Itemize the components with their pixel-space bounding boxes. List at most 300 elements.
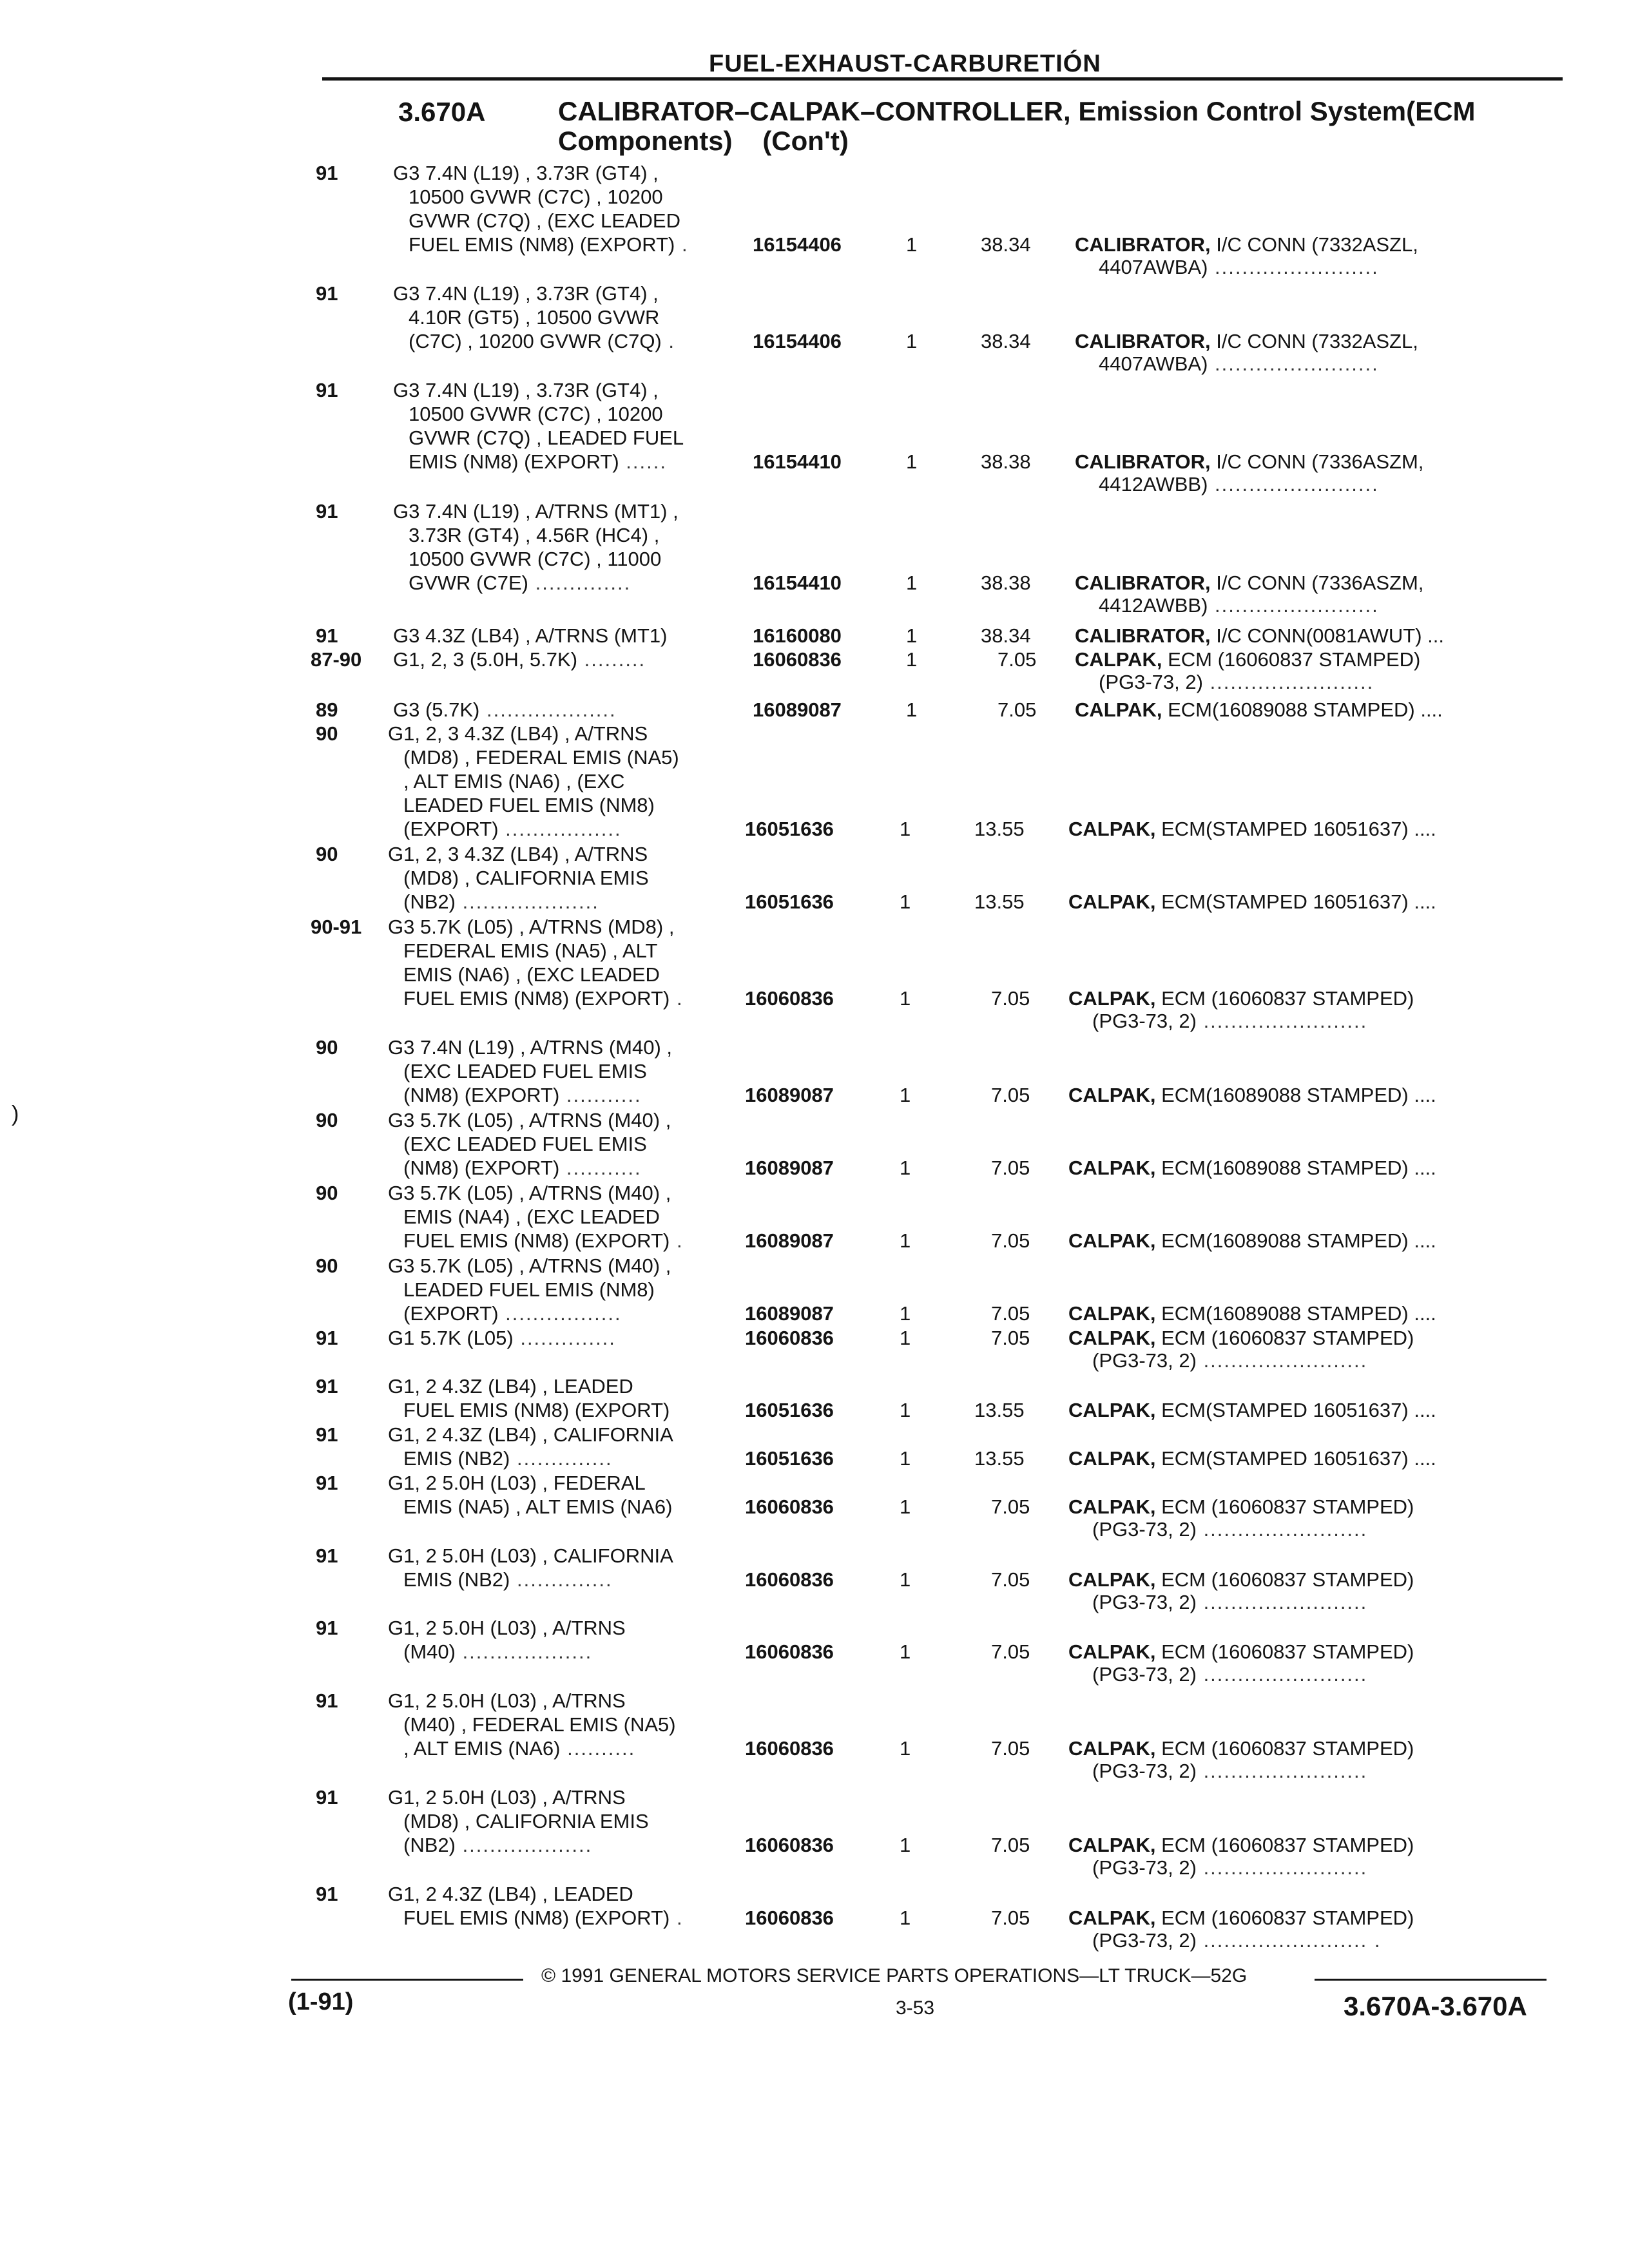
application-line xyxy=(388,1302,671,1325)
part-name: CALPAK, xyxy=(1068,1907,1156,1929)
unit-price: 13.55 xyxy=(974,1447,1025,1470)
leader-dots: ........................ xyxy=(1196,1856,1368,1879)
part-description-cont xyxy=(1092,1009,1367,1033)
application-line-text: FUEL EMIS (NM8) (EXPORT) xyxy=(403,1229,670,1252)
model-year: 91 xyxy=(316,1375,338,1398)
part-description-cont-text: 4412AWBB) xyxy=(1099,473,1208,495)
part-description-text: ECM(STAMPED 16051637) .... xyxy=(1155,890,1436,913)
part-description-cont-text: (PG3-73, 2) xyxy=(1092,1010,1197,1032)
part-description xyxy=(1068,1446,1436,1470)
part-name: CALPAK, xyxy=(1068,987,1156,1010)
quantity: 1 xyxy=(906,572,918,594)
part-description-text: ECM(STAMPED 16051637) .... xyxy=(1155,818,1436,840)
quantity: 1 xyxy=(906,624,918,647)
part-description-cont-text: (PG3-73, 2) xyxy=(1092,1929,1197,1952)
part-description-text: I/C CONN(0081AWUT) ... xyxy=(1210,624,1444,647)
leader-dots: .............. xyxy=(510,1568,613,1591)
date-code: (1-91) xyxy=(288,1988,354,2015)
part-description-cont xyxy=(1099,593,1379,617)
application-text xyxy=(388,1035,672,1107)
leader-dots: ........................ xyxy=(1196,1349,1368,1372)
leader-dots: . xyxy=(670,1229,684,1252)
quantity: 1 xyxy=(900,890,911,913)
application-text xyxy=(388,1423,673,1470)
unit-price: 7.05 xyxy=(991,987,1030,1010)
unit-price: 7.05 xyxy=(991,1640,1030,1663)
part-number: 16089087 xyxy=(745,1229,834,1252)
application-text xyxy=(388,1785,649,1857)
application-text xyxy=(388,1471,672,1519)
part-number: 16160080 xyxy=(753,624,842,647)
part-name: CALPAK, xyxy=(1068,1568,1156,1591)
leader-dots: ........................ xyxy=(1208,256,1379,278)
part-description xyxy=(1068,1640,1414,1664)
part-name: CALPAK, xyxy=(1068,1302,1156,1325)
model-year: 90 xyxy=(316,1254,338,1277)
part-description-cont-text: (PG3-73, 2) xyxy=(1092,1663,1197,1686)
part-description xyxy=(1068,1736,1414,1760)
part-description-cont-text: (PG3-73, 2) xyxy=(1092,1591,1197,1613)
application-line xyxy=(393,698,617,722)
part-name: CALIBRATOR, xyxy=(1075,233,1211,256)
application-line: G3 5.7K (L05) , A/TRNS (M40) , xyxy=(388,1182,671,1204)
model-year: 91 xyxy=(316,624,338,647)
leader-dots: ................... xyxy=(455,1834,593,1856)
unit-price: 13.55 xyxy=(974,818,1025,840)
application-line xyxy=(388,817,679,841)
part-description-cont xyxy=(1092,1928,1382,1952)
application-line: G1, 2 5.0H (L03) , FEDERAL xyxy=(388,1472,646,1494)
application-line: EMIS (NA4) , (EXC LEADED xyxy=(403,1206,660,1228)
unit-price: 38.38 xyxy=(981,450,1031,473)
unit-price: 38.38 xyxy=(981,572,1031,594)
model-year: 91 xyxy=(316,1689,338,1712)
part-number: 16089087 xyxy=(745,1302,834,1325)
application-line xyxy=(393,450,684,474)
part-description-text: ECM (16060837 STAMPED) xyxy=(1155,1640,1414,1663)
leader-dots: ........................ xyxy=(1196,1760,1368,1782)
application-line-text: EMIS (NB2) xyxy=(403,1568,510,1591)
part-number: 16060836 xyxy=(745,1495,834,1518)
application-line: FUEL EMIS (NM8) (EXPORT) xyxy=(403,1399,670,1421)
part-number: 16060836 xyxy=(753,648,842,671)
part-description-cont-text: (PG3-73, 2) xyxy=(1092,1760,1197,1782)
part-description-text: I/C CONN (7332ASZL, xyxy=(1210,233,1418,256)
part-description-cont xyxy=(1099,352,1379,376)
application-line: G1, 2 4.3Z (LB4) , CALIFORNIA xyxy=(388,1423,673,1446)
application-text xyxy=(388,1254,671,1325)
part-number: 16051636 xyxy=(745,818,834,840)
quantity: 1 xyxy=(900,1495,911,1518)
model-year: 90 xyxy=(316,1182,338,1204)
part-name: CALPAK, xyxy=(1068,1834,1156,1856)
model-year: 90 xyxy=(316,1109,338,1131)
model-year: 91 xyxy=(316,1544,338,1567)
unit-price: 38.34 xyxy=(981,330,1031,352)
application-line: G3 7.4N (L19) , A/TRNS (MT1) , xyxy=(393,500,679,523)
application-line: 10500 GVWR (C7C) , 10200 xyxy=(409,186,663,208)
quantity: 1 xyxy=(906,233,918,256)
leader-dots: . xyxy=(661,330,675,352)
part-description-text: I/C CONN (7332ASZL, xyxy=(1210,330,1418,352)
quantity: 1 xyxy=(900,818,911,840)
footer-rule-right xyxy=(1315,1979,1547,1981)
part-number: 16089087 xyxy=(753,698,842,721)
application-line: (MD8) , CALIFORNIA EMIS xyxy=(403,1810,649,1832)
part-description-cont-text: (PG3-73, 2) xyxy=(1092,1856,1197,1879)
application-line-text: , ALT EMIS (NA6) xyxy=(403,1737,561,1760)
part-number: 16060836 xyxy=(745,987,834,1010)
application-line: LEADED FUEL EMIS (NM8) xyxy=(403,1278,655,1301)
unit-price: 7.05 xyxy=(998,648,1037,671)
quantity: 1 xyxy=(906,648,918,671)
part-description xyxy=(1068,986,1414,1010)
application-line xyxy=(393,233,689,256)
leader-dots: . xyxy=(670,987,684,1010)
unit-price: 38.34 xyxy=(981,233,1031,256)
part-description xyxy=(1068,1906,1414,1930)
part-description-cont-text: (PG3-73, 2) xyxy=(1092,1349,1197,1372)
unit-price: 7.05 xyxy=(991,1084,1030,1106)
part-description-cont xyxy=(1092,1517,1367,1541)
leader-dots: ........................ xyxy=(1196,1518,1368,1541)
part-description-cont-text: 4412AWBB) xyxy=(1099,594,1208,617)
application-line: (EXC LEADED FUEL EMIS xyxy=(403,1133,647,1155)
part-name: CALPAK, xyxy=(1068,1447,1156,1470)
application-line-text: (NB2) xyxy=(403,890,456,913)
application-line-text: FUEL EMIS (NM8) (EXPORT) xyxy=(403,987,670,1010)
application-line xyxy=(388,1568,673,1591)
application-text xyxy=(388,722,679,841)
margin-mark: ) xyxy=(12,1102,19,1126)
part-name: CALPAK, xyxy=(1068,1327,1156,1349)
part-description-cont xyxy=(1092,1590,1367,1614)
application-text xyxy=(388,1181,684,1253)
application-text xyxy=(393,378,684,474)
application-line: , ALT EMIS (NA6) , (EXC xyxy=(403,770,625,793)
application-line: (EXC LEADED FUEL EMIS xyxy=(403,1060,647,1082)
application-text xyxy=(388,1544,673,1591)
application-line: GVWR (C7Q) , (EXC LEADED xyxy=(409,209,680,232)
section-range: 3.670A-3.670A xyxy=(1344,1991,1527,2021)
unit-price: 7.05 xyxy=(991,1495,1030,1518)
model-year: 91 xyxy=(316,500,338,523)
part-description xyxy=(1068,1302,1436,1325)
part-number: 16060836 xyxy=(745,1834,834,1856)
application-line xyxy=(393,648,646,671)
application-text xyxy=(393,698,617,722)
quantity: 1 xyxy=(900,1302,911,1325)
model-year: 91 xyxy=(316,1786,338,1809)
leader-dots: . xyxy=(670,1907,684,1929)
leader-dots: ........................ . xyxy=(1196,1929,1382,1952)
application-line: G1, 2, 3 4.3Z (LB4) , A/TRNS xyxy=(388,722,648,745)
leader-dots: .............. xyxy=(513,1327,616,1349)
leader-dots: ........... xyxy=(559,1157,642,1179)
unit-price: 13.55 xyxy=(974,1399,1025,1421)
part-description-text: I/C CONN (7336ASZM, xyxy=(1210,450,1424,473)
quantity: 1 xyxy=(900,1399,911,1421)
part-name: CALIBRATOR, xyxy=(1075,330,1211,352)
application-text xyxy=(393,499,679,595)
application-text xyxy=(388,842,649,914)
part-name: CALPAK, xyxy=(1068,1737,1156,1760)
model-year: 91 xyxy=(316,379,338,401)
part-description-cont-text: 4407AWBA) xyxy=(1099,352,1208,375)
part-name: CALIBRATOR, xyxy=(1075,624,1211,647)
model-year: 91 xyxy=(316,1617,338,1639)
part-description-text: ECM (16060837 STAMPED) xyxy=(1155,1907,1414,1929)
part-name: CALPAK, xyxy=(1068,1399,1156,1421)
part-name: CALPAK, xyxy=(1068,818,1156,840)
model-year: 91 xyxy=(316,162,338,184)
application-line: 10500 GVWR (C7C) , 11000 xyxy=(409,548,662,570)
part-description xyxy=(1068,1229,1436,1253)
application-text xyxy=(388,1616,626,1664)
quantity: 1 xyxy=(900,1568,911,1591)
quantity: 1 xyxy=(906,330,918,352)
application-line: G3 4.3Z (LB4) , A/TRNS (MT1) xyxy=(393,624,668,647)
part-number: 16154406 xyxy=(753,233,842,256)
part-number: 16154410 xyxy=(753,450,842,473)
part-description-text: ECM(16089088 STAMPED) .... xyxy=(1155,1302,1436,1325)
model-year: 87-90 xyxy=(311,648,362,671)
part-number: 16060836 xyxy=(745,1737,834,1760)
section-title-line2: Components) (Con't) xyxy=(558,126,849,156)
quantity: 1 xyxy=(900,1640,911,1663)
copyright-line: © 1991 GENERAL MOTORS SERVICE PARTS OPERATIONS—LT TRUCK—52G xyxy=(541,1965,1248,1986)
leader-dots: ........................ xyxy=(1208,594,1379,617)
page-number: 3-53 xyxy=(896,1997,935,2019)
leader-dots: .................... xyxy=(455,890,599,913)
application-line: (M40) , FEDERAL EMIS (NA5) xyxy=(403,1713,676,1736)
leader-dots: .............. xyxy=(528,572,631,594)
application-line: G3 7.4N (L19) , A/TRNS (M40) , xyxy=(388,1036,673,1059)
quantity: 1 xyxy=(900,1229,911,1252)
application-line-text: (M40) xyxy=(403,1640,456,1663)
application-line xyxy=(388,1083,672,1107)
application-line: G1, 2 5.0H (L03) , A/TRNS xyxy=(388,1689,626,1712)
application-line xyxy=(388,890,649,914)
application-line-text: (EXPORT) xyxy=(403,1302,499,1325)
model-year: 91 xyxy=(316,1883,338,1905)
part-name: CALIBRATOR, xyxy=(1075,572,1211,594)
part-description xyxy=(1068,1495,1414,1519)
application-line-text: (NB2) xyxy=(403,1834,456,1856)
part-name: CALPAK, xyxy=(1068,890,1156,913)
part-description-text: ECM (16060837 STAMPED) xyxy=(1155,1568,1414,1591)
part-name: CALPAK, xyxy=(1068,1495,1156,1518)
model-year: 91 xyxy=(316,1423,338,1446)
unit-price: 7.05 xyxy=(991,1157,1030,1179)
application-line-text: (EXPORT) xyxy=(403,818,499,840)
part-name: CALPAK, xyxy=(1075,648,1162,671)
leader-dots: ........................ xyxy=(1196,1663,1368,1686)
part-number: 16060836 xyxy=(745,1640,834,1663)
leader-dots: ........................ xyxy=(1208,352,1379,375)
application-text xyxy=(393,624,667,648)
part-description xyxy=(1068,1083,1436,1107)
application-line: G1, 2, 3 4.3Z (LB4) , A/TRNS xyxy=(388,843,648,865)
leader-dots: ................... xyxy=(479,698,617,721)
application-line: G3 5.7K (L05) , A/TRNS (M40) , xyxy=(388,1109,671,1131)
application-line: G3 7.4N (L19) , 3.73R (GT4) , xyxy=(393,282,659,305)
part-description-text: ECM(16089088 STAMPED) .... xyxy=(1155,1084,1436,1106)
application-line-text: G1, 2, 3 (5.0H, 5.7K) xyxy=(393,648,578,671)
application-text xyxy=(388,1374,670,1422)
part-description xyxy=(1068,1398,1436,1422)
leader-dots: . xyxy=(675,233,689,256)
part-description xyxy=(1075,648,1420,671)
part-description xyxy=(1075,624,1444,648)
part-description xyxy=(1075,450,1423,474)
quantity: 1 xyxy=(906,698,918,721)
section-title-line1: CALIBRATOR–CALPAK–CONTROLLER, Emission Control System(ECM xyxy=(558,96,1476,126)
quantity: 1 xyxy=(900,1834,911,1856)
application-text xyxy=(388,1326,616,1350)
part-description-text: ECM(16089088 STAMPED) .... xyxy=(1155,1229,1436,1252)
part-description-text: I/C CONN (7336ASZM, xyxy=(1210,572,1424,594)
part-description-cont xyxy=(1092,1349,1367,1372)
leader-dots: ................. xyxy=(498,818,622,840)
model-year: 89 xyxy=(316,698,338,721)
application-text xyxy=(388,1882,684,1930)
application-line: 10500 GVWR (C7C) , 10200 xyxy=(409,403,663,425)
quantity: 1 xyxy=(900,1447,911,1470)
application-line: G1, 2 4.3Z (LB4) , LEADED xyxy=(388,1375,633,1398)
application-line: G3 5.7K (L05) , A/TRNS (M40) , xyxy=(388,1254,671,1277)
leader-dots: ...... xyxy=(619,450,667,473)
part-description-cont xyxy=(1099,255,1379,279)
leader-dots: ........................ xyxy=(1196,1591,1368,1613)
application-text xyxy=(393,648,646,671)
application-line: G1, 2 5.0H (L03) , A/TRNS xyxy=(388,1617,626,1639)
quantity: 1 xyxy=(900,987,911,1010)
application-line: G1, 2 5.0H (L03) , A/TRNS xyxy=(388,1786,626,1809)
part-number: 16089087 xyxy=(745,1084,834,1106)
quantity: 1 xyxy=(906,450,918,473)
unit-price: 7.05 xyxy=(991,1737,1030,1760)
leader-dots: .......... xyxy=(560,1737,636,1760)
unit-price: 7.05 xyxy=(991,1834,1030,1856)
application-line: G1, 2 4.3Z (LB4) , LEADED xyxy=(388,1883,633,1905)
quantity: 1 xyxy=(900,1737,911,1760)
application-line: (MD8) , CALIFORNIA EMIS xyxy=(403,867,649,889)
application-line xyxy=(388,1446,673,1470)
part-description xyxy=(1068,1326,1414,1350)
section-number: 3.670A xyxy=(398,97,486,127)
unit-price: 7.05 xyxy=(991,1229,1030,1252)
leader-dots: ................. xyxy=(498,1302,622,1325)
running-head: FUEL-EXHAUST-CARBURETIÓN xyxy=(709,50,1101,77)
application-line xyxy=(388,1229,684,1253)
part-description xyxy=(1068,1568,1414,1591)
application-line: LEADED FUEL EMIS (NM8) xyxy=(403,794,655,816)
model-year: 91 xyxy=(316,1472,338,1494)
application-line: 4.10R (GT5) , 10500 GVWR xyxy=(409,306,660,329)
part-number: 16051636 xyxy=(745,1399,834,1421)
part-name: CALPAK, xyxy=(1068,1157,1156,1179)
application-line-text: (C7C) , 10200 GVWR (C7Q) xyxy=(409,330,662,352)
part-name: CALPAK, xyxy=(1068,1084,1156,1106)
leader-dots: ........................ xyxy=(1202,671,1374,693)
application-text xyxy=(388,1108,671,1180)
leader-dots: ......... xyxy=(577,648,646,671)
application-line xyxy=(388,1156,671,1180)
part-description-cont xyxy=(1092,1856,1367,1879)
part-description xyxy=(1068,890,1436,914)
application-line xyxy=(388,1326,616,1350)
leader-dots: ........................ xyxy=(1208,473,1379,495)
part-description xyxy=(1068,817,1436,841)
quantity: 1 xyxy=(900,1084,911,1106)
part-name: CALPAK, xyxy=(1075,698,1162,721)
application-text xyxy=(393,282,675,353)
footer-rule-left xyxy=(291,1979,523,1981)
unit-price: 7.05 xyxy=(991,1302,1030,1325)
model-year: 91 xyxy=(316,1327,338,1349)
part-description-text: ECM (16060837 STAMPED) xyxy=(1155,1834,1414,1856)
unit-price: 7.05 xyxy=(998,698,1037,721)
application-line xyxy=(388,1640,626,1664)
application-line xyxy=(388,986,684,1010)
unit-price: 7.05 xyxy=(991,1907,1030,1929)
model-year: 90 xyxy=(316,843,338,865)
leader-dots: ................... xyxy=(455,1640,593,1663)
part-number: 16060836 xyxy=(745,1568,834,1591)
leader-dots: .............. xyxy=(510,1447,613,1470)
application-line-text: FUEL EMIS (NM8) (EXPORT) xyxy=(409,233,675,256)
model-year: 90 xyxy=(316,722,338,745)
model-year: 90-91 xyxy=(311,916,362,938)
part-number: 16089087 xyxy=(745,1157,834,1179)
header-rule xyxy=(322,77,1563,81)
application-line-text: EMIS (NB2) xyxy=(403,1447,510,1470)
part-number: 16154410 xyxy=(753,572,842,594)
leader-dots: ........... xyxy=(559,1084,642,1106)
part-name: CALPAK, xyxy=(1068,1229,1156,1252)
unit-price: 7.05 xyxy=(991,1327,1030,1349)
part-number: 16154406 xyxy=(753,330,842,352)
part-description xyxy=(1075,329,1418,353)
application-line: (MD8) , FEDERAL EMIS (NA5) xyxy=(403,746,679,769)
part-description xyxy=(1075,571,1423,595)
model-year: 90 xyxy=(316,1036,338,1059)
part-description-cont xyxy=(1099,670,1374,694)
application-line: G3 7.4N (L19) , 3.73R (GT4) , xyxy=(393,162,659,184)
application-line: G3 7.4N (L19) , 3.73R (GT4) , xyxy=(393,379,659,401)
part-description-text: ECM (16060837 STAMPED) xyxy=(1155,1327,1414,1349)
part-number: 16060836 xyxy=(745,1327,834,1349)
part-description-text: ECM(STAMPED 16051637) .... xyxy=(1155,1447,1436,1470)
application-line xyxy=(393,571,679,595)
part-description-cont-text: (PG3-73, 2) xyxy=(1099,671,1203,693)
leader-dots: ........................ xyxy=(1196,1010,1368,1032)
part-description-cont-text: (PG3-73, 2) xyxy=(1092,1518,1197,1541)
application-line xyxy=(388,1833,649,1857)
application-line-text: (NM8) (EXPORT) xyxy=(403,1084,560,1106)
quantity: 1 xyxy=(900,1157,911,1179)
part-description-text: ECM (16060837 STAMPED) xyxy=(1162,648,1421,671)
section-title xyxy=(558,97,1537,156)
quantity: 1 xyxy=(900,1907,911,1929)
unit-price: 38.34 xyxy=(981,624,1031,647)
part-description-cont xyxy=(1092,1662,1367,1686)
application-text xyxy=(388,1689,676,1760)
part-description-text: ECM (16060837 STAMPED) xyxy=(1155,987,1414,1010)
application-line: G1, 2 5.0H (L03) , CALIFORNIA xyxy=(388,1544,673,1567)
application-line: GVWR (C7Q) , LEADED FUEL xyxy=(409,427,684,449)
